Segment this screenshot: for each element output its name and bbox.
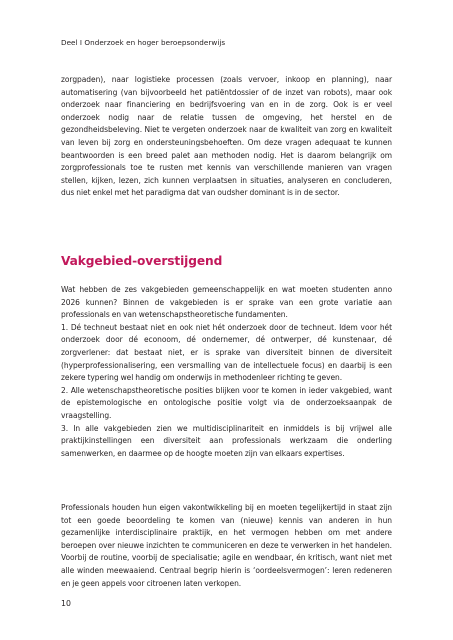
paragraph-professionals: Professionals houden hun eigen vakontwikkeling bij en moeten tegelijkertijd in staat zijn tot een goede beoordeling te komen van (nieuwe) kennis van anderen in hun gezamenlijke interdisciplinaire praktijk, en het vermogen hebben om met andere beroepen over nieuwe inzichten te communiceren en deze te verwerken in het handelen. Voorbij de routine, voorbij de specialisatie; agile en wendbaar, én kritisch, want niet met alle winden meewaaiend. Centraal begrip hierin is ‘oordeelsvermogen’: leren redeneren en je geen appels voor citroenen laten verkopen. [61, 503, 392, 588]
paragraph-continuation: zorgpaden), naar logistieke processen (zoals vervoer, inkoop en planning), naar automatisering (van bijvoorbeeld het patiëntdossier of de inzet van robots), maar ook onderzoek naar financiering en bedrijfsvoering van en in de zorg. Ook is er veel onderzoek nodig naar de relatie tussen de omgeving, het herstel en de gezondheidsbeleving. Niet te vergeten onderzoek naar de kwaliteit van zorg en kwaliteit van leven bij zorg en ondersteuningsbehoeften. Om deze vragen adequaat te kunnen beantwoorden is een breed palet aan methoden nodig. Het is daarom belangrijk om zorgprofessionals toe te rusten met kennis van verschillende manieren van vragen stellen, kijken, lezen, zich kunnen verplaatsen in situaties, analyseren en concluderen, dus niet enkel met het paradigma dat van oudsher dominant is in de sector. [61, 75, 392, 198]
section-heading: Vakgebied-overstijgend [61, 254, 223, 268]
numbered-point-2: 2. Alle wetenschapstheoretische posities blijken voor te komen in ieder vakgebied, want de epistemologische en ontologische positie volgt via de onderzoeksaanpak de vraagstelling. [61, 385, 392, 420]
body-text-block-top [61, 74, 392, 200]
body-text-block-middle [61, 284, 392, 460]
body-text-block-bottom [61, 502, 392, 590]
numbered-point-1: 1. Dé techneut bestaat niet en ook niet hét onderzoek door de techneut. Idem voor hét onderzoek door dé econoom, dé ondernemer, dé ontwerper, dé kunstenaar, dé zorgverlener: dat bestaat niet, er is sprake van diversiteit binnen de diversiteit (hyperprofessionalisering, een versmalling van de intellectuele focus) en daarbij is een zekere typering wel handig om onderwijs in methodenleer richting te geven. [61, 322, 392, 383]
page-number: 10 [61, 599, 71, 608]
running-header: Deel I Onderzoek en hoger beroepsonderwijs [61, 38, 226, 47]
numbered-point-3: 3. In alle vakgebieden zien we multidisciplinariteit en inmiddels is bij vrijwel alle praktijkinstellingen een diversiteit aan professionals werkzaam die onderling samenwerken, en daarmee op de hoogte moeten zijn van elkaars expertises. [61, 423, 392, 458]
paragraph-intro: Wat hebben de zes vakgebieden gemeenschappelijk en wat moeten studenten anno 2026 kunnen? Binnen de vakgebieden is er sprake van een grote variatie aan professionals en van wetenschapstheoretische fundamenten. [61, 285, 392, 320]
